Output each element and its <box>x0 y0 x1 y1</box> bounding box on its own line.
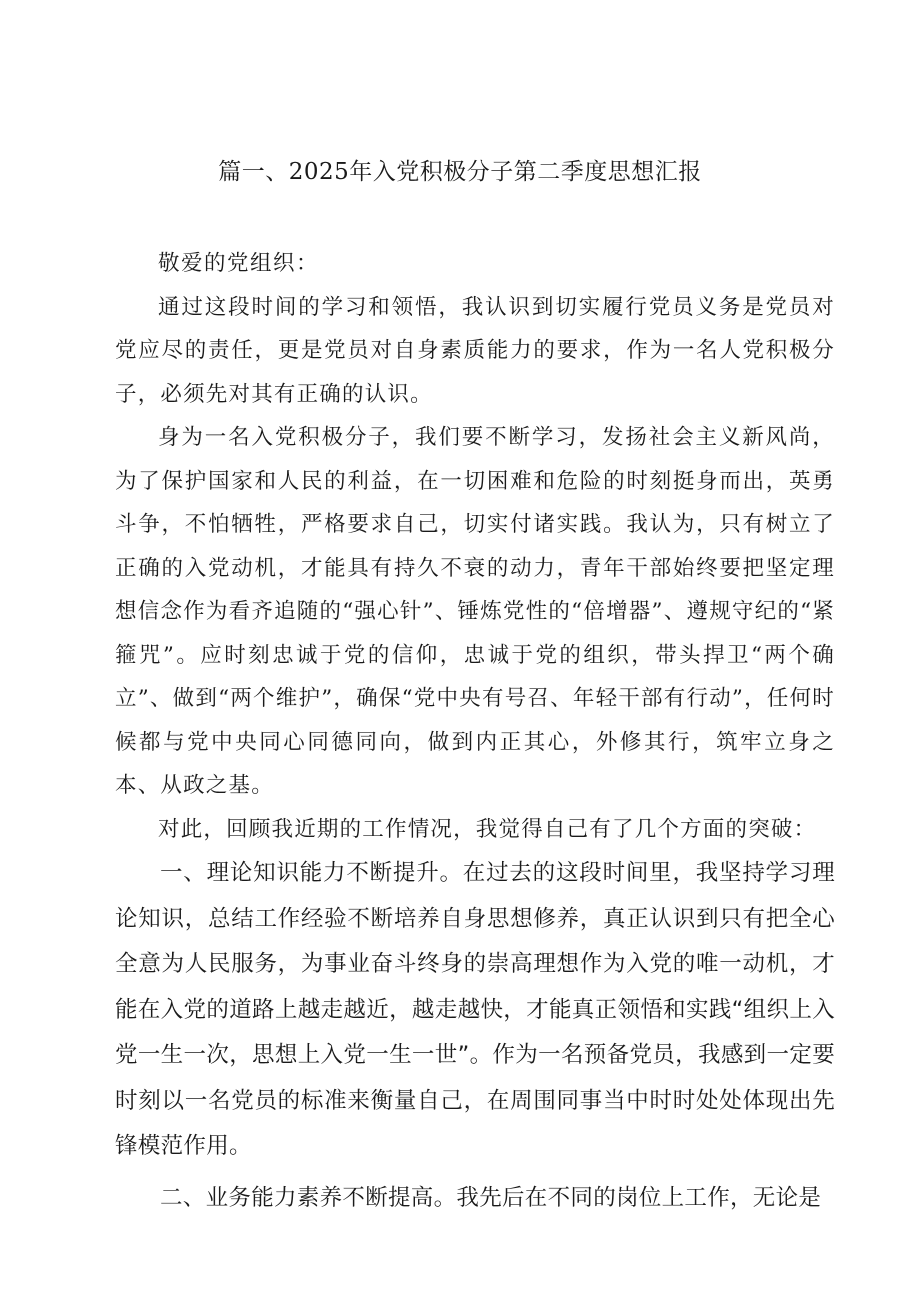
salutation: 敬爱的党组织： <box>158 251 320 276</box>
paragraph-review: 对此，回顾我近期的工作情况，我觉得自己有了几个方面的突破： <box>158 816 817 842</box>
paragraph-intro: 通过这段时间的学习和领悟，我认识到切实履行党员义务是党员对党应尽的责任，更是党员对自身素质能力的要求，作为一名人党积极分子，必须先对其有正确的认识。 <box>115 294 835 407</box>
document-title: 篇一、2025年入党积极分子第二季度思想汇报 <box>218 159 702 185</box>
paragraph-motivation: 身为一名入党积极分子，我们要不断学习，发扬社会主义新风尚，为了保护国家和人民的利益，在一切困难和危险的时刻挺身而出，英勇斗争，不怕牺牲，严格要求自己，切实付诸实践。我认为，只有树立了正确的入党动机，才能具有持久不衰的动力，青年干部始终要把坚定理想信念作为看齐追随的“强心针”、锤炼党性的“倍增器”、遵规守纪的“紧箍咒”。应时刻忠诚于党的信仰，忠诚于党的组织，带头捍卫“两个确立”、做到“两个维护”，确保“党中央有号召、年轻干部有行动”，任何时候都与党中央同心同德同向，做到内正其心，外修其行，筑牢立身之本、从政之基。 <box>115 425 835 798</box>
paragraph-point-two: 二、业务能力素养不断提高。我先后在不同的岗位上工作，无论是 <box>160 1184 822 1211</box>
document-body <box>115 242 835 1221</box>
paragraph-point-one: 一、理论知识能力不断提升。在过去的这段时间里，我坚持学习理论知识，总结工作经验不断培养自身思想修养，真正认识到只有把全心全意为人民服务，为事业奋斗终身的崇高理想作为入党的唯一动机，才能在入党的道路上越走越近，越走越快，才能真正领悟和实践“组织上入党一生一次，思想上入党一生一世”。作为一名预备党员，我感到一定要时刻以一名党员的标准来衡量自己，在周围同事当中时时处处体现出先锋模范作用。 <box>115 860 835 1159</box>
